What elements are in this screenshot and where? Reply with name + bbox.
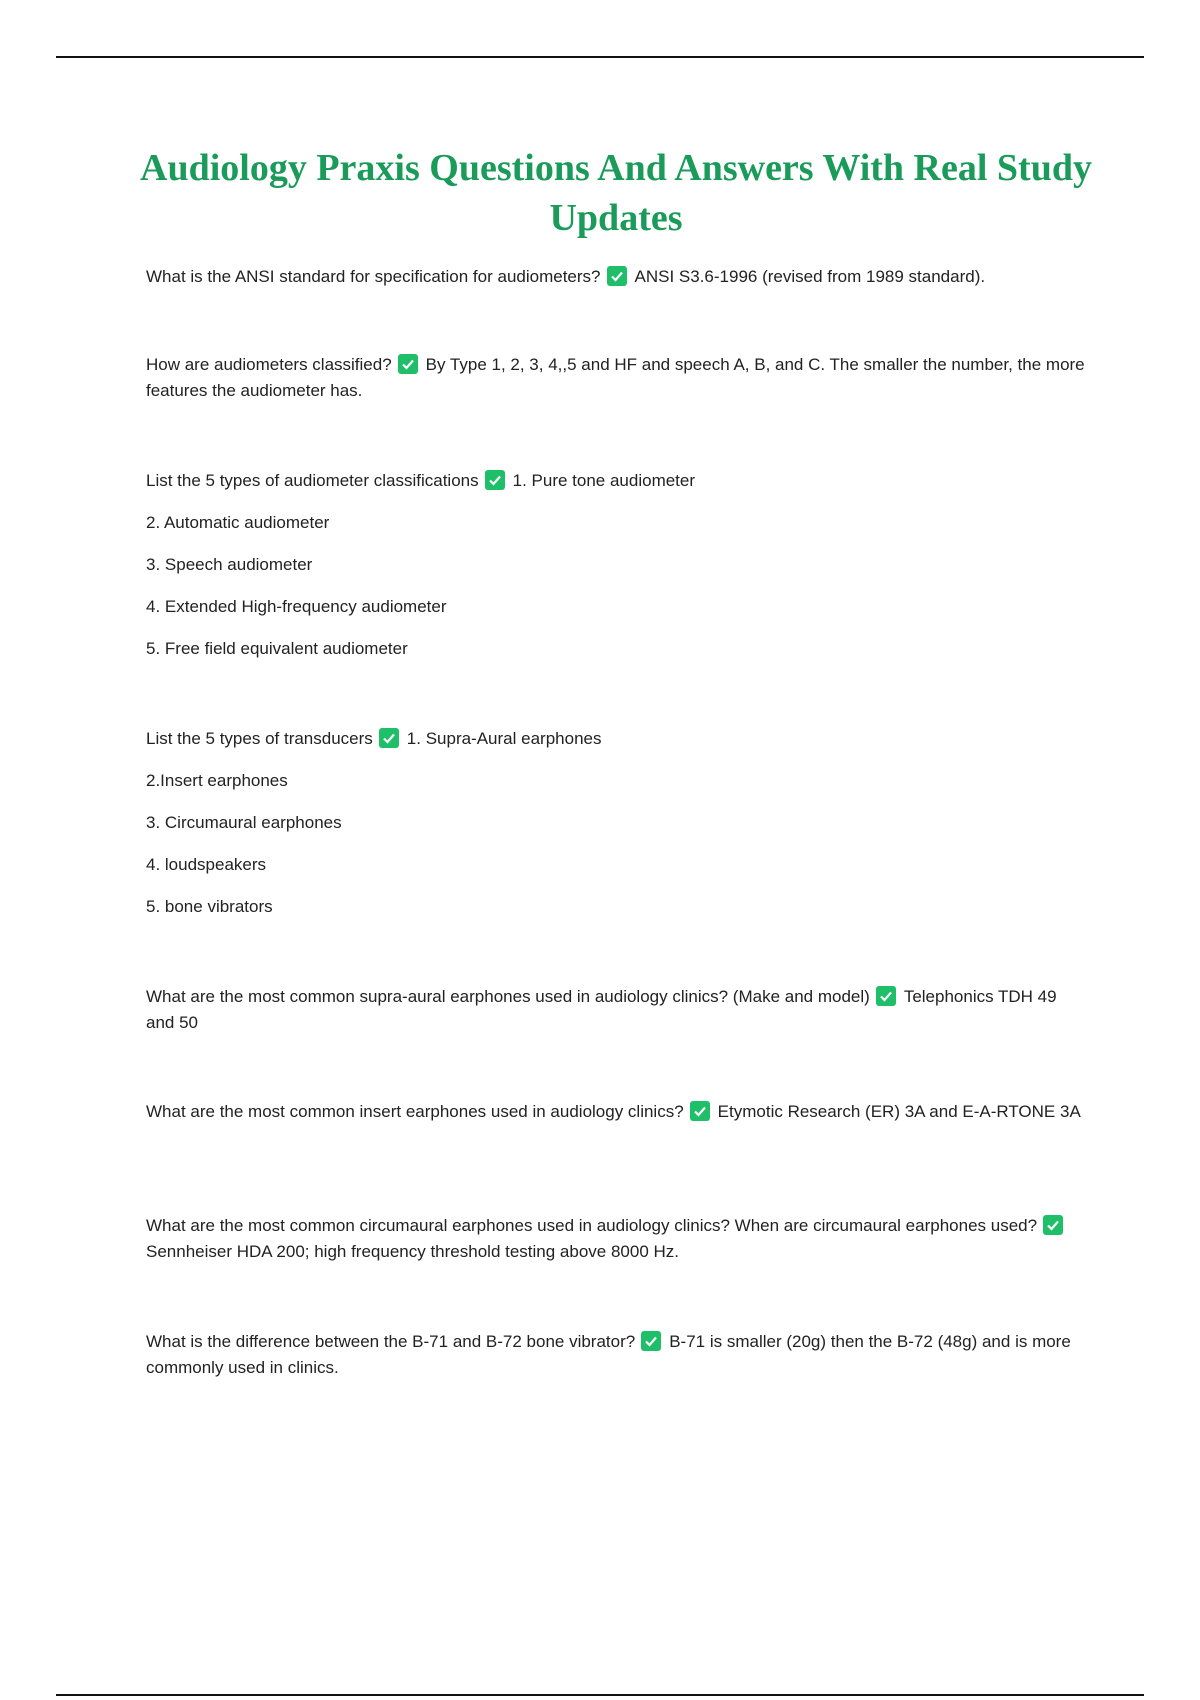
- answer-text: Sennheiser HDA 200; high frequency threshold testing above 8000 Hz.: [146, 1242, 680, 1261]
- bottom-rule: [56, 1694, 1144, 1696]
- qa-block-1: [146, 264, 1086, 290]
- question-text: What is the ANSI standard for specification for audiometers?: [146, 267, 601, 286]
- qa-entry: [146, 264, 1086, 290]
- answer-text: Etymotic Research (ER) 3A and E-A-RTONE 3A: [717, 1102, 1081, 1121]
- question-text: What is the difference between the B-71 and B-72 bone vibrator?: [146, 1332, 636, 1351]
- top-rule: [56, 56, 1144, 58]
- qa-entry: [146, 1213, 1086, 1265]
- checkmark-icon: [876, 986, 896, 1006]
- qa-entry: [146, 984, 1086, 1036]
- list-item: 5. bone vibrators: [146, 897, 273, 916]
- page-title: Audiology Praxis Questions And Answers With Real Study Updates: [140, 147, 1092, 239]
- answer-text: 1. Supra-Aural earphones: [406, 729, 602, 748]
- qa-block-8: [146, 1329, 1086, 1381]
- question-text: How are audiometers classified?: [146, 355, 392, 374]
- qa-block-7: [146, 1213, 1086, 1265]
- list-item: 4. Extended High-frequency audiometer: [146, 597, 447, 616]
- qa-block-2: [146, 352, 1086, 404]
- checkmark-icon: [379, 728, 399, 748]
- list-item: 2. Automatic audiometer: [146, 513, 330, 532]
- qa-entry: [146, 468, 1086, 494]
- question-text: What are the most common insert earphones used in audiology clinics?: [146, 1102, 684, 1121]
- question-text: What are the most common circumaural earphones used in audiology clinics? When are circumaural earphones used?: [146, 1216, 1038, 1235]
- qa-block-6: [146, 1099, 1086, 1125]
- question-text: List the 5 types of audiometer classifications: [146, 471, 479, 490]
- answer-text: ANSI S3.6-1996 (revised from 1989 standard).: [634, 267, 986, 286]
- qa-entry: [146, 726, 1086, 752]
- qa-block-3: [146, 468, 1086, 662]
- answer-text: 1. Pure tone audiometer: [512, 471, 696, 490]
- checkmark-icon: [1043, 1215, 1063, 1235]
- list-item: 3. Circumaural earphones: [146, 813, 342, 832]
- checkmark-icon: [641, 1331, 661, 1351]
- question-text: List the 5 types of transducers: [146, 729, 373, 748]
- qa-entry: [146, 1329, 1086, 1381]
- qa-entry: [146, 352, 1086, 404]
- checkmark-icon: [485, 470, 505, 490]
- question-text: What are the most common supra-aural earphones used in audiology clinics? (Make and model): [146, 987, 870, 1006]
- answer-text: B-71 is smaller (20g) then the B-72 (48g) and is more commonly used in clinics.: [146, 1332, 1071, 1377]
- qa-entry: [146, 1099, 1086, 1125]
- checkmark-icon: [398, 354, 418, 374]
- checkmark-icon: [690, 1101, 710, 1121]
- qa-block-5: [146, 984, 1086, 1036]
- list-item: 2.Insert earphones: [146, 771, 288, 790]
- answer-text: Telephonics TDH 49 and 50: [146, 987, 1057, 1032]
- list-item: 5. Free field equivalent audiometer: [146, 639, 408, 658]
- list-item: 4. loudspeakers: [146, 855, 267, 874]
- qa-block-4: [146, 726, 1086, 920]
- answer-text: By Type 1, 2, 3, 4,,5 and HF and speech A, B, and C. The smaller the number, the more features the audiometer has.: [146, 355, 1085, 400]
- checkmark-icon: [607, 266, 627, 286]
- list-item: 3. Speech audiometer: [146, 555, 313, 574]
